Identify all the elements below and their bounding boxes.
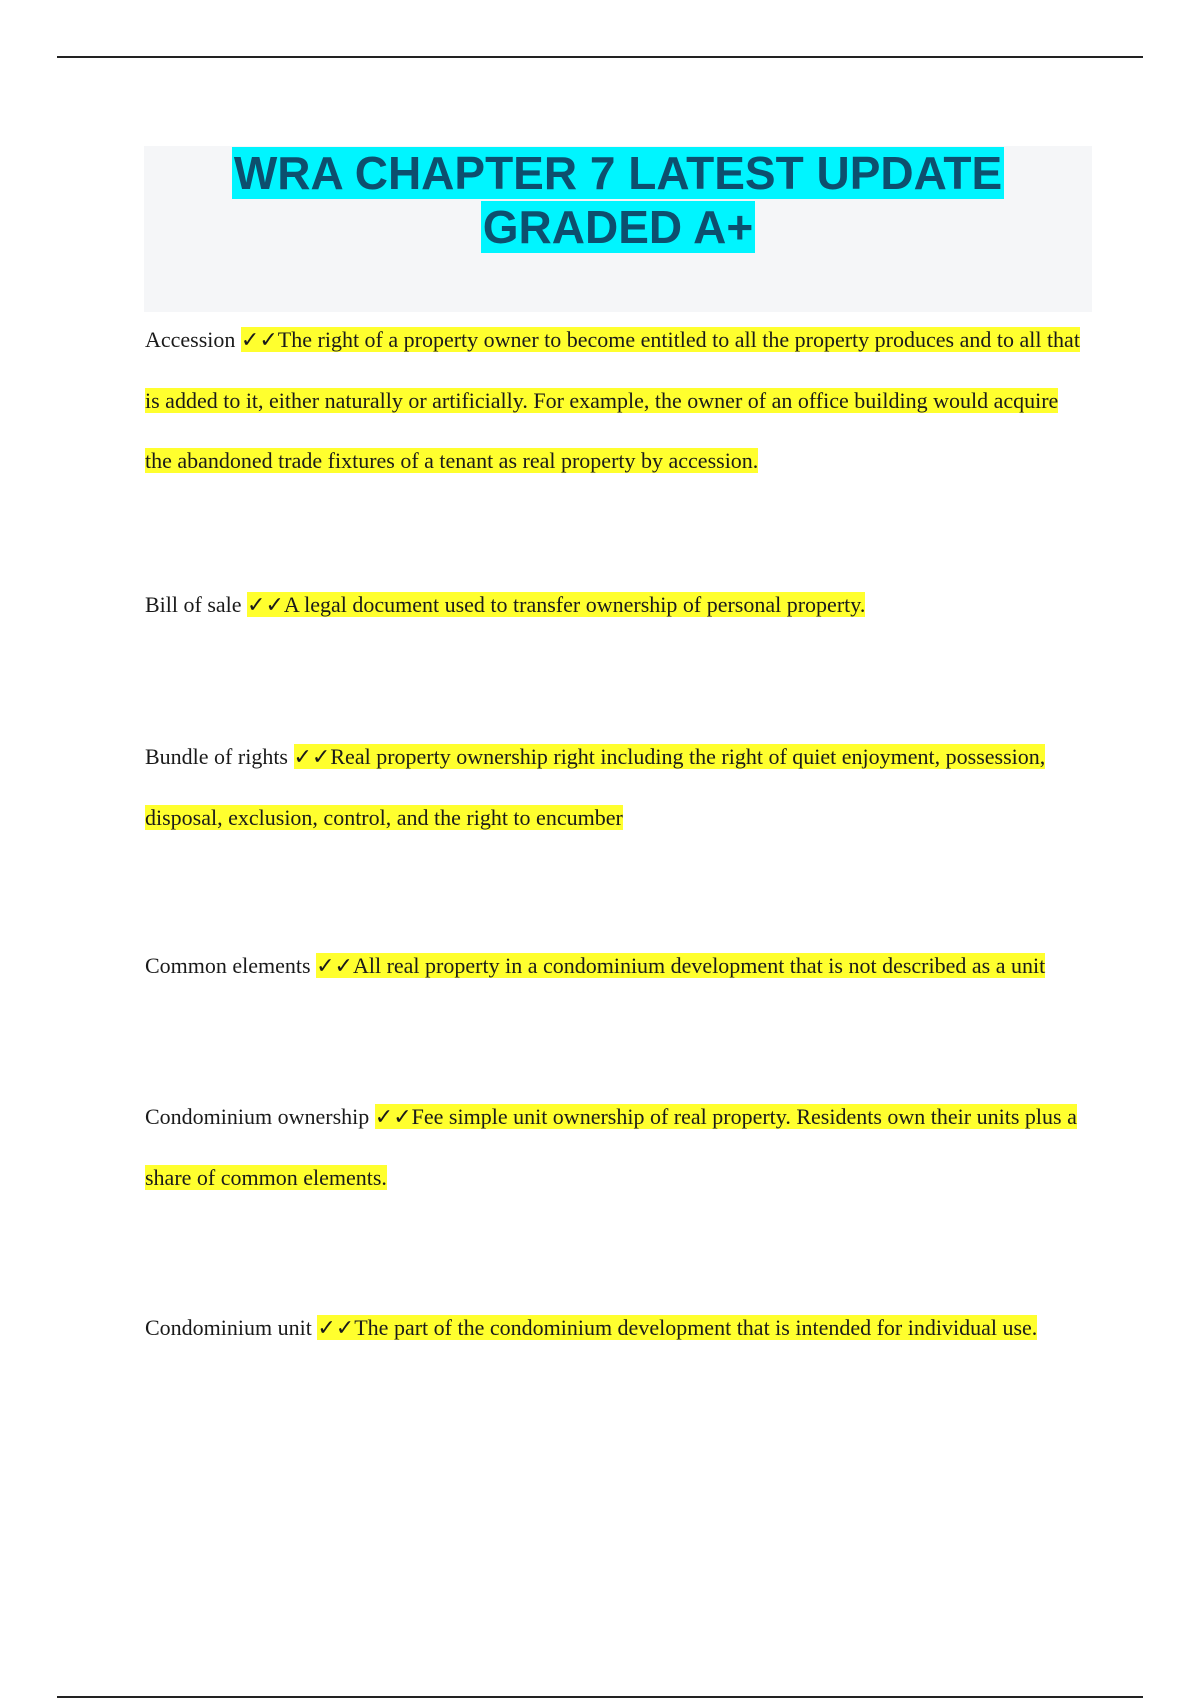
entry-bundle-of-rights <box>145 727 1085 848</box>
entry-term: Bill of sale <box>145 592 242 617</box>
check-icon: ✓✓ <box>240 328 278 353</box>
entry-definition: A legal document used to transfer ownership of personal property. <box>283 592 866 617</box>
entry-bill-of-sale <box>145 575 1085 636</box>
flashcard-list <box>145 310 1085 1359</box>
entry-common-elements <box>145 936 1085 997</box>
entry-condominium-ownership <box>145 1087 1085 1208</box>
entry-term: Condominium unit <box>145 1315 312 1340</box>
entry-definition: All real property in a condominium development that is not described as a unit <box>352 953 1046 978</box>
entry-definition: The part of the condominium development that is intended for individual use. <box>354 1315 1038 1340</box>
document-title <box>203 146 1033 254</box>
check-icon: ✓✓ <box>293 745 331 770</box>
document-title-text: WRA CHAPTER 7 LATEST UPDATE GRADED A+ <box>233 147 1003 253</box>
footer-rule <box>57 1696 1143 1698</box>
check-icon: ✓✓ <box>316 954 353 979</box>
entry-accession <box>145 310 1085 491</box>
entry-definition: Fee simple unit ownership of real property. Residents own their units plus a share of common elements. <box>145 1104 1077 1190</box>
entry-term: Condominium ownership <box>145 1104 370 1129</box>
entry-definition: The right of a property owner to become entitled to all the property produces and to all that is added to it, either naturally or artificially. For example, the owner of an office building would acquire the abandoned trade fixtures of a tenant as real property by accession. <box>145 327 1080 473</box>
entry-condominium-unit <box>145 1298 1085 1359</box>
entry-term: Bundle of rights <box>145 744 288 769</box>
check-icon: ✓✓ <box>247 593 284 618</box>
entry-term: Common elements <box>145 953 311 978</box>
entry-term: Accession <box>145 327 236 352</box>
check-icon: ✓✓ <box>317 1316 355 1341</box>
title-block <box>144 146 1092 312</box>
header-rule <box>57 56 1143 58</box>
check-icon: ✓✓ <box>374 1105 412 1130</box>
entry-definition: Real property ownership right including the right of quiet enjoyment, possession, disposal, exclusion, control, and the right to encumber <box>145 744 1046 830</box>
